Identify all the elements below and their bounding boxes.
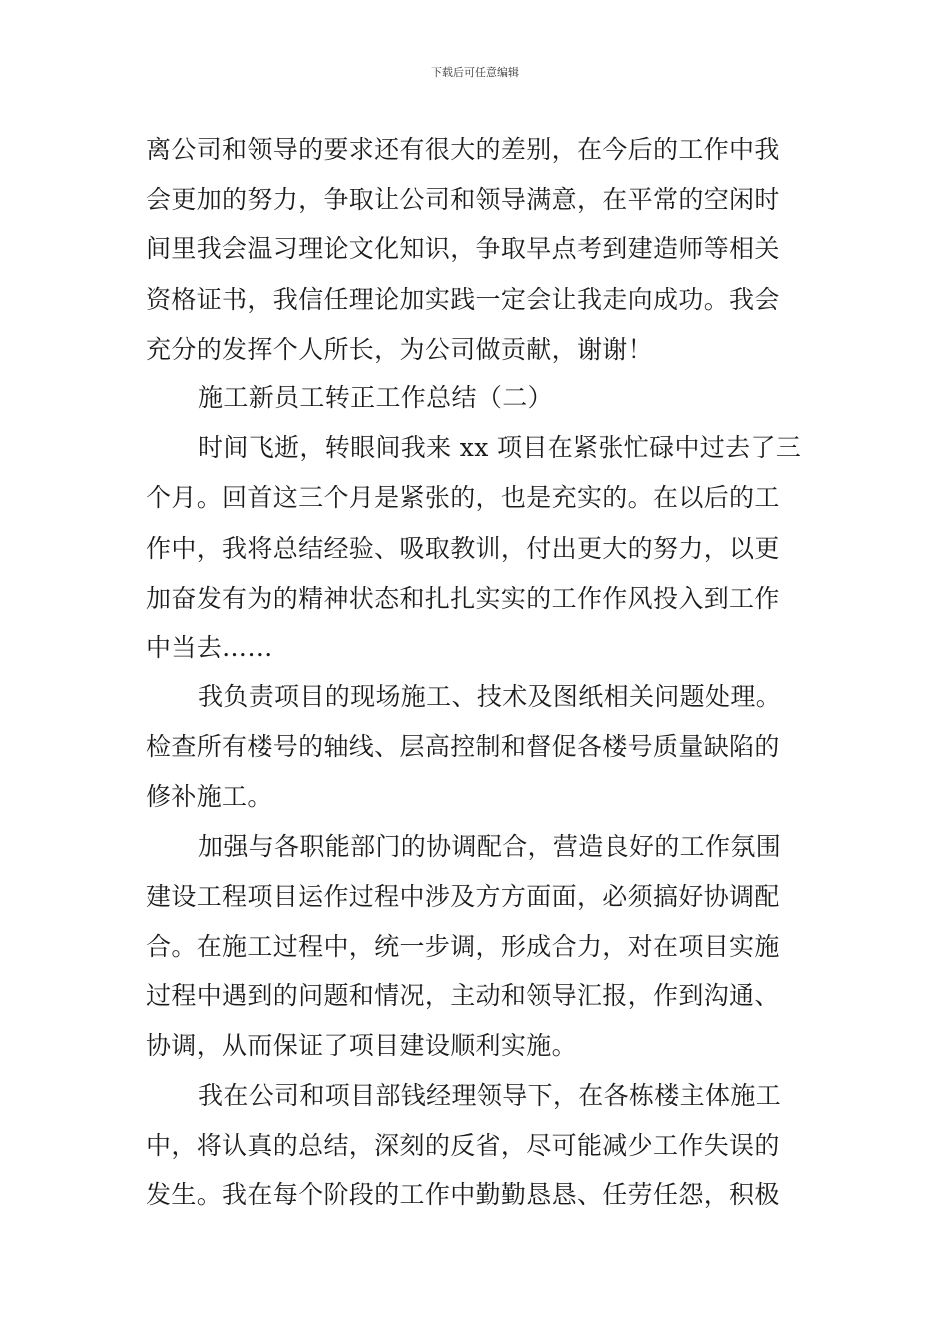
text-line: 我负责项目的现场施工、技术及图纸相关问题处理。 xyxy=(198,682,782,711)
text-line: 资格证书，我信任理论加实践一定会让我走向成功。我会 xyxy=(146,285,780,314)
page-header: 下载后可任意编辑 xyxy=(431,66,519,79)
text-line: 加奋发有为的精神状态和扎扎实实的工作作风投入到工作 xyxy=(146,584,780,613)
text-line: 发生。我在每个阶段的工作中勤勤恳恳、任劳任怨，积极 xyxy=(146,1180,780,1209)
text-line: 过程中遇到的问题和情况，主动和领导汇报，作到沟通、 xyxy=(146,981,780,1010)
text-line: 中，将认真的总结，深刻的反省，尽可能减少工作失误的 xyxy=(146,1131,780,1160)
text-line: 离公司和领导的要求还有很大的差别，在今后的工作中我 xyxy=(146,135,780,164)
text-line: 作中，我将总结经验、吸取教训，付出更大的努力，以更 xyxy=(146,534,780,563)
text-line: 时间飞逝，转眼间我来 xx 项目在紧张忙碌中过去了三 xyxy=(198,433,802,462)
text-line: 建设工程项目运作过程中涉及方方面面，必须搞好协调配 xyxy=(146,882,780,911)
text-line: 充分的发挥个人所长，为公司做贡献，谢谢！ xyxy=(146,335,654,364)
text-line: 合。在施工过程中，统一步调，形成合力，对在项目实施 xyxy=(146,932,780,961)
text-line: 个月。回首这三个月是紧张的，也是充实的。在以后的工 xyxy=(146,483,780,512)
text-line: 协调，从而保证了项目建设顺利实施。 xyxy=(146,1031,577,1060)
section-heading: 施工新员工转正工作总结（二） xyxy=(198,383,553,412)
text-line: 检查所有楼号的轴线、层高控制和督促各楼号质量缺陷的 xyxy=(146,732,780,761)
text-line: 修补施工。 xyxy=(146,782,273,811)
text-line: 间里我会温习理论文化知识，争取早点考到建造师等相关 xyxy=(146,234,780,263)
text-line: 我在公司和项目部钱经理领导下，在各栋楼主体施工 xyxy=(198,1081,782,1110)
text-line: 加强与各职能部门的协调配合，营造良好的工作氛围 xyxy=(198,832,782,861)
text-line: 中当去…… xyxy=(146,633,273,662)
text-line: 会更加的努力，争取让公司和领导满意，在平常的空闲时 xyxy=(146,185,780,214)
